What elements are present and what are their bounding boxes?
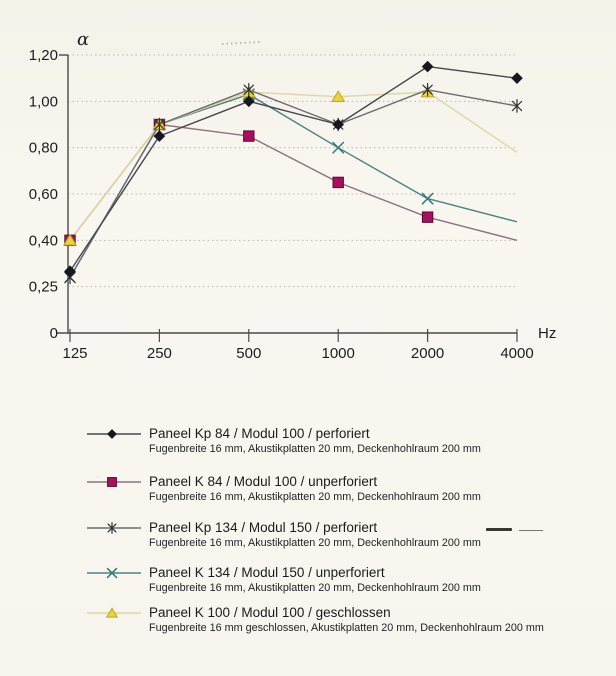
- legend-item-paneel-k84: [86, 474, 481, 504]
- square-marker-icon: [86, 475, 142, 489]
- legend-item-paneel-kp84: [86, 426, 481, 456]
- svg-text:0,80: 0,80: [28, 139, 58, 157]
- svg-text:1,20: 1,20: [28, 47, 58, 65]
- svg-text:α: α: [77, 29, 90, 50]
- svg-text:1000: 1000: [321, 345, 355, 362]
- svg-text:4000: 4000: [500, 345, 534, 362]
- svg-text:2000: 2000: [410, 345, 445, 362]
- svg-text:125: 125: [62, 345, 88, 362]
- svg-text:0,25: 0,25: [28, 278, 58, 296]
- legend-item-paneel-k100: [86, 605, 544, 635]
- legend-label: Paneel K 100 / Modul 100 / geschlossen: [149, 605, 391, 620]
- triangle-marker-icon: [86, 606, 142, 620]
- diamond-marker-icon: [86, 427, 142, 441]
- legend-sublabel: Fugenbreite 16 mm, Akustikplatten 20 mm, Deckenhohlraum 200 mm: [149, 491, 481, 503]
- legend-sublabel: Fugenbreite 16 mm, Akustikplatten 20 mm, Deckenhohlraum 200 mm: [149, 537, 481, 549]
- svg-text:250: 250: [146, 345, 172, 362]
- svg-text:Hz: Hz: [538, 325, 557, 342]
- legend-sublabel: Fugenbreite 16 mm, Akustikplatten 20 mm, Deckenhohlraum 200 mm: [149, 582, 481, 594]
- legend-item-paneel-kp134: [86, 520, 481, 550]
- legend-label: Paneel Kp 84 / Modul 100 / perforiert: [149, 426, 370, 441]
- svg-text:500: 500: [236, 345, 262, 362]
- svg-text:1,00: 1,00: [28, 93, 58, 111]
- svg-text:0: 0: [49, 325, 58, 342]
- legend-sublabel: Fugenbreite 16 mm, Akustikplatten 20 mm, Deckenhohlraum 200 mm: [149, 443, 481, 455]
- legend-label: Paneel K 84 / Modul 100 / unperforiert: [149, 474, 378, 489]
- asterisk-marker-icon: [86, 521, 142, 535]
- svg-text:0,60: 0,60: [28, 186, 58, 204]
- svg-text:0,40: 0,40: [28, 232, 58, 250]
- legend-sublabel: Fugenbreite 16 mm geschlossen, Akustikplatten 20 mm, Deckenhohlraum 200 mm: [149, 622, 544, 634]
- legend-label: Paneel K 134 / Modul 150 / unperforiert: [149, 565, 385, 580]
- x-marker-icon: [86, 566, 142, 580]
- legend-item-paneel-k134: [86, 565, 481, 595]
- legend-label: Paneel Kp 134 / Modul 150 / perforiert: [149, 520, 378, 535]
- chart-legend: [86, 0, 611, 676]
